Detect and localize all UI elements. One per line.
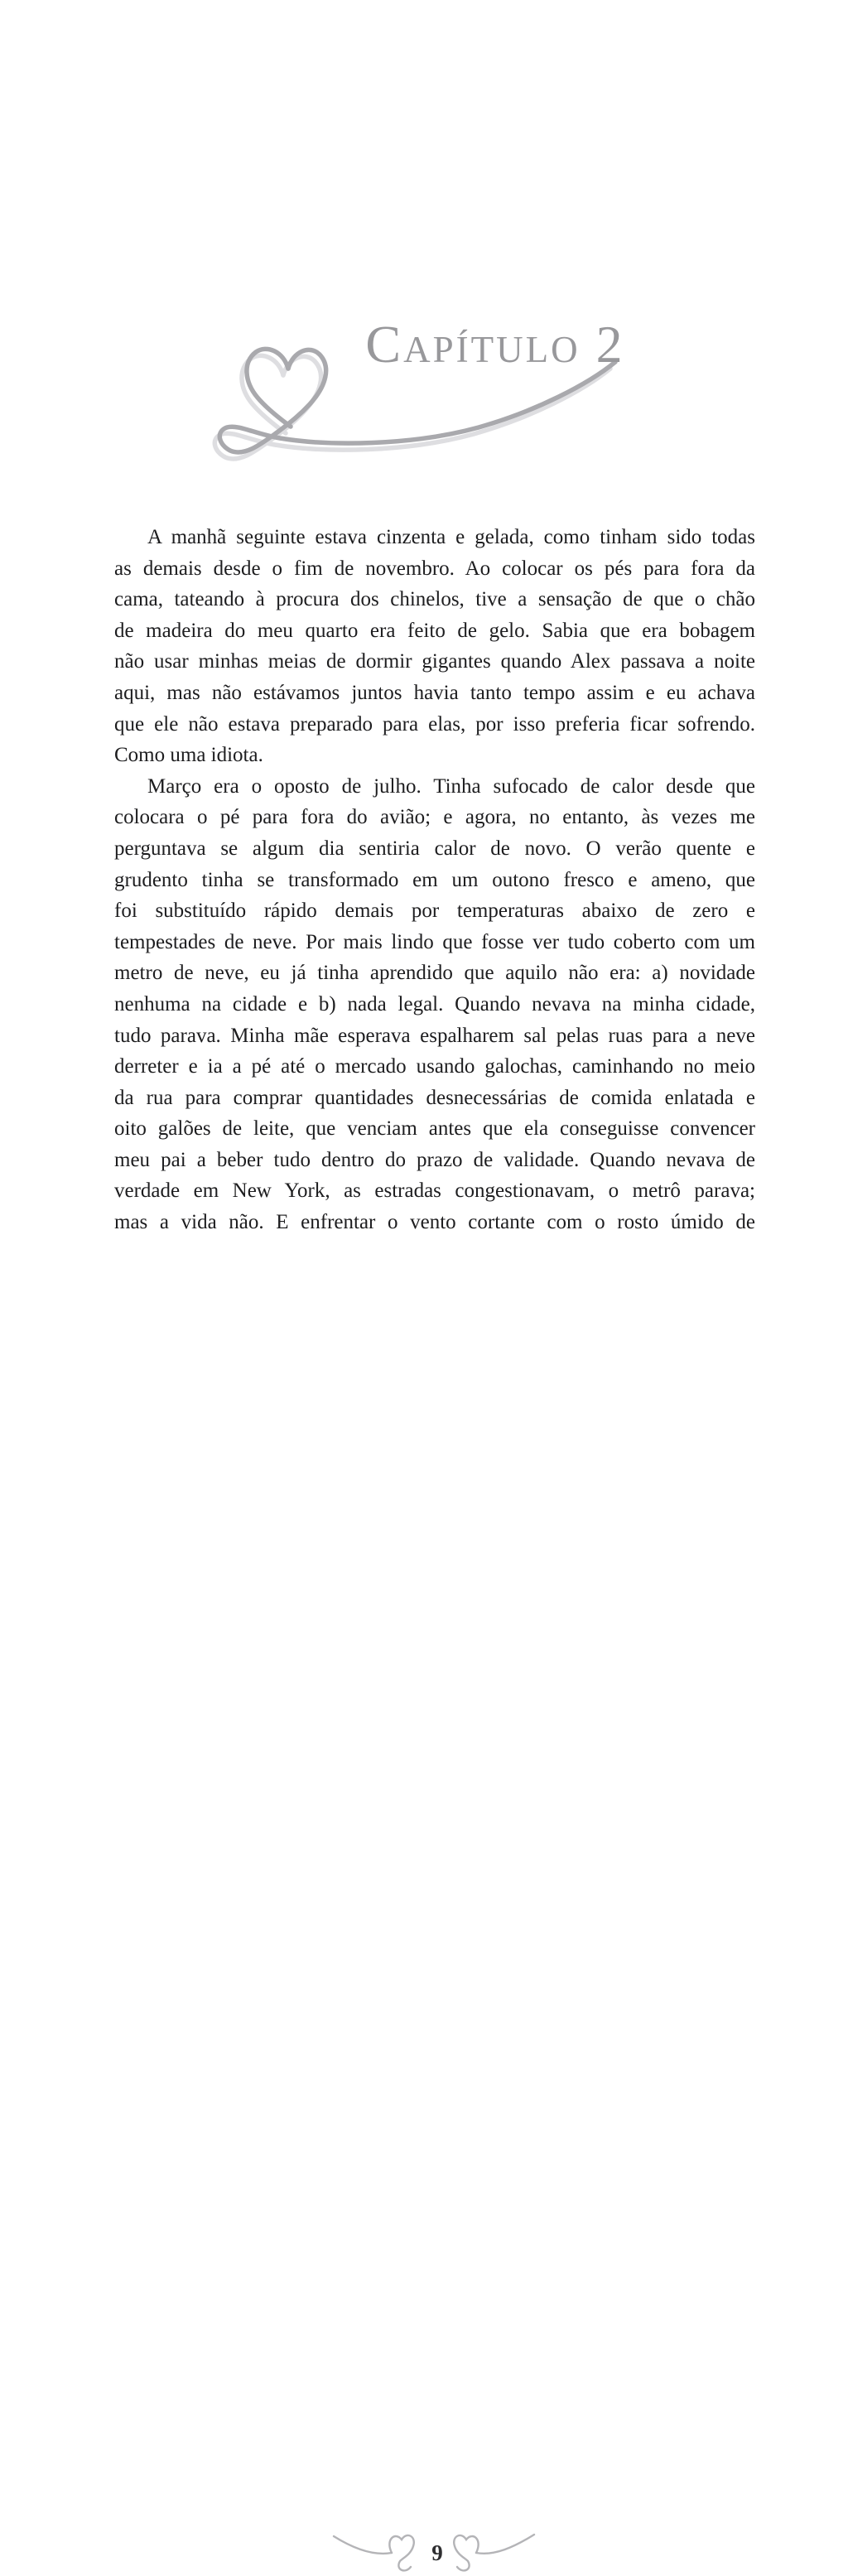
- body-line: meu pai a beber tudo dentro do prazo de validade. Quando nevava de: [114, 1148, 755, 1171]
- body-line: verdade em New York, as estradas congestionavam, o metrô parava;: [114, 1179, 755, 1203]
- body-line: que ele não estava preparado para elas, por isso preferia ficar sofrendo.: [114, 712, 755, 736]
- body-line: as demais desde o fim de novembro. Ao colocar os pés para fora da: [114, 557, 755, 580]
- body-line: perguntava se algum dia sentiria calor de novo. O verão quente e: [114, 837, 755, 860]
- body-line: da rua para comprar quantidades desnecessárias de comida enlatada e: [114, 1086, 755, 1109]
- paragraph: [114, 771, 755, 1238]
- paragraph: [114, 522, 755, 771]
- body-line: mas a vida não. E enfrentar o vento cortante com o rosto úmido de: [114, 1211, 755, 1234]
- body-line: tudo parava. Minha mãe esperava espalharem sal pelas ruas para a neve: [114, 1024, 755, 1047]
- body-line: cama, tateando à procura dos chinelos, tive a sensação de que o chão: [114, 588, 755, 611]
- body-line: A manhã seguinte estava cinzenta e gelada, como tinham sido todas: [147, 526, 755, 548]
- body-line: metro de neve, eu já tinha aprendido que aquilo não era: a) novidade: [114, 962, 755, 985]
- body-text: [114, 522, 755, 1238]
- page-footer: [0, 1259, 848, 2565]
- body-line: nenhuma na cidade e b) nada legal. Quando nevava na minha cidade,: [114, 992, 755, 1015]
- chapter-title: Capítulo 2: [365, 315, 625, 374]
- body-line: de madeira do meu quarto era feito de gelo. Sabia que era bobagem: [114, 619, 755, 642]
- body-line: oito galões de leite, que venciam antes que ela conseguisse convencer: [114, 1117, 755, 1141]
- page-number: 9: [431, 2540, 443, 2565]
- body-line: derreter e ia a pé até o mercado usando galochas, caminhando no meio: [114, 1055, 755, 1078]
- body-line: Março era o oposto de julho. Tinha sufocado de calor desde que: [147, 774, 755, 798]
- body-line: foi substituído rápido demais por temperaturas abaixo de zero e: [114, 900, 755, 923]
- body-line: não usar minhas meias de dormir gigantes quando Alex passava a noite: [114, 650, 755, 673]
- body-line: tempestades de neve. Por mais lindo que fosse ver tudo coberto com um: [114, 930, 755, 953]
- body-line: aqui, mas não estávamos juntos havia tanto tempo assim e eu achava: [114, 681, 755, 704]
- chapter-header: [0, 0, 848, 464]
- body-line: colocara o pé para fora do avião; e agora, no entanto, às vezes me: [114, 806, 755, 829]
- body-line: grudento tinha se transformado em um outono fresco e ameno, que: [114, 868, 755, 891]
- body-line: Como uma idiota.: [114, 744, 263, 767]
